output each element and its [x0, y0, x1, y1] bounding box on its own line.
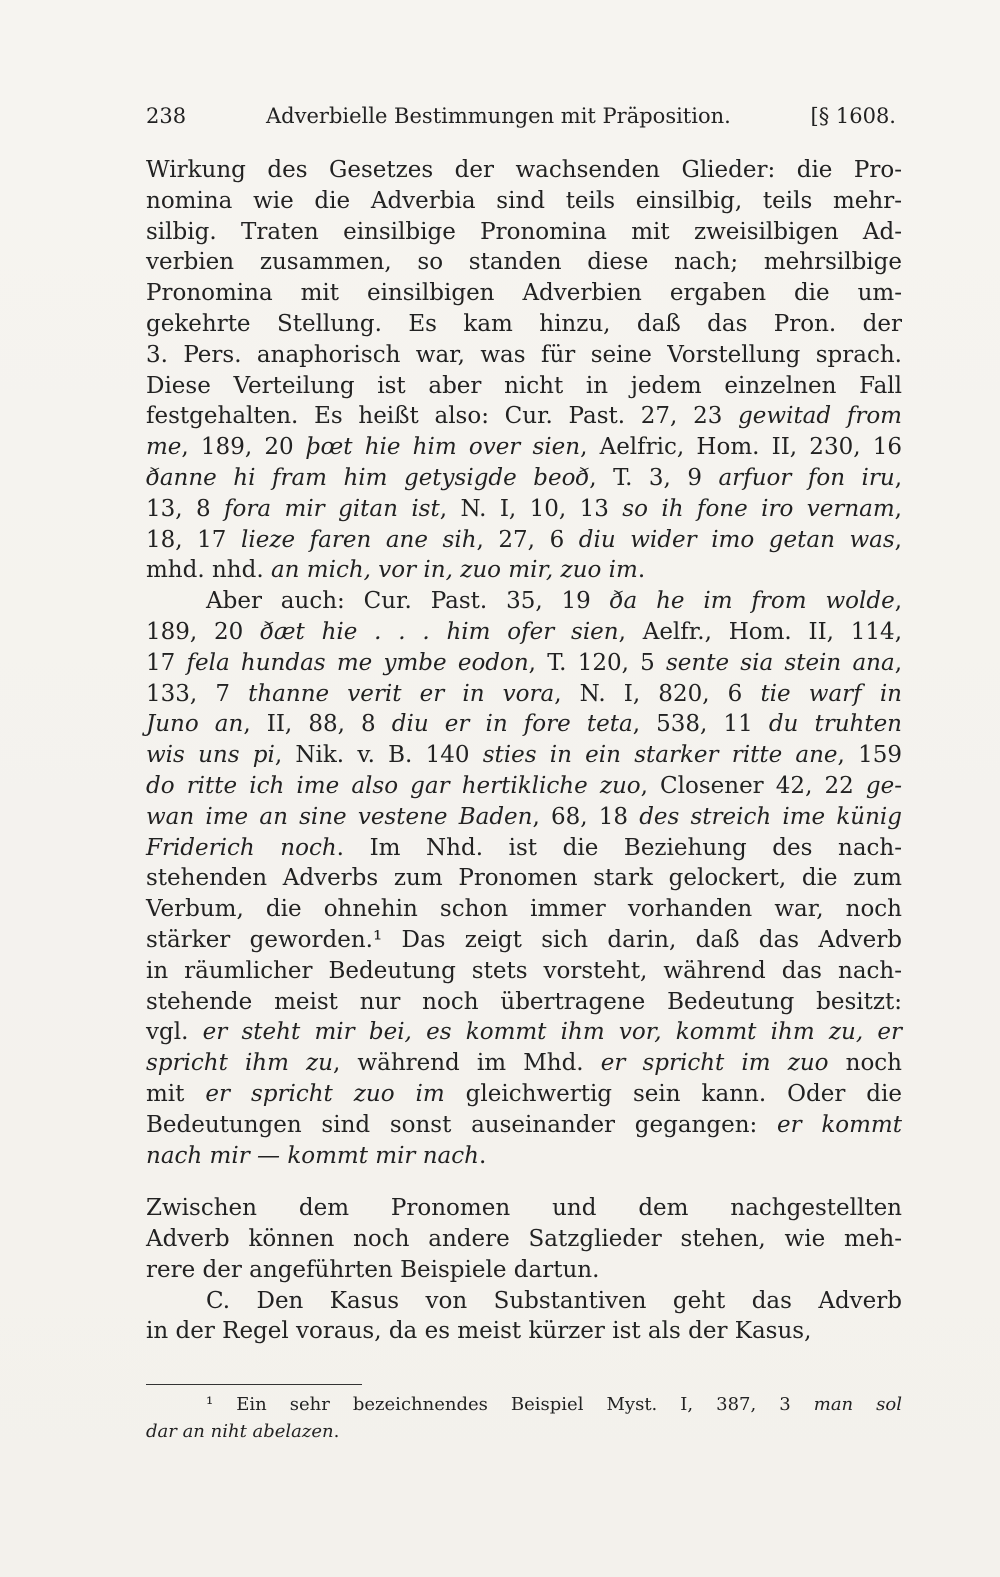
- text-line: [146, 463, 902, 494]
- text-line: [146, 709, 902, 740]
- example-citation: spricht ihm zu: [146, 1050, 333, 1077]
- text-run: 133, 7: [146, 680, 249, 707]
- text-run: verbien zusammen, so standen diese nach; mehrsilbige: [146, 249, 902, 276]
- example-citation: du truhten: [768, 711, 902, 738]
- example-citation: Juno an: [146, 711, 244, 738]
- text-run: , Aelfric, Hom. II, 230, 16: [580, 434, 902, 461]
- footnote-line: [146, 1391, 902, 1418]
- example-citation: des streich ime künig: [639, 803, 902, 830]
- example-citation: an mich, vor in, zuo mir, zuo im: [270, 557, 638, 584]
- text-line: [146, 1255, 902, 1286]
- text-line: [146, 679, 902, 710]
- text-line: [146, 1141, 902, 1172]
- text-run: Bedeutungen sind sonst auseinander gegangen:: [146, 1111, 777, 1138]
- example-citation: fora mir gitan ist: [224, 495, 440, 522]
- text-run: Zwischen dem Pronomen und dem nachgestellten: [146, 1195, 902, 1222]
- running-title: Adverbielle Bestimmungen mit Präposition.: [266, 104, 731, 128]
- section-number: [§ 1608.: [810, 104, 896, 128]
- example-citation: ðæt hie . . . him ofer sien: [260, 618, 619, 645]
- example-citation: wan ime an sine vestene Baden: [146, 803, 533, 830]
- text-line: [146, 186, 902, 217]
- text-run: ,: [894, 526, 902, 553]
- text-run: Wirkung des Gesetzes der wachsenden Glieder: die Pro-: [146, 157, 902, 183]
- example-citation: ðanne hi fram him getysigde beoð: [146, 464, 590, 491]
- paragraph-2: [146, 586, 902, 1171]
- text-line: [146, 555, 902, 586]
- text-run: 13, 8: [146, 495, 225, 522]
- text-run: stärker geworden.¹ Das zeigt sich darin, daß das Adverb: [146, 926, 902, 953]
- text-line: [146, 309, 902, 340]
- example-citation: do ritte ich ime also gar hertikliche zuo: [146, 772, 641, 799]
- text-run: 189, 20: [146, 618, 261, 645]
- running-header: [146, 98, 902, 134]
- text-run: 3. Pers. anaphorisch war, was für seine Vorstellung sprach.: [146, 341, 902, 368]
- text-line: [146, 1079, 902, 1110]
- text-run: in räumlicher Bedeutung stets vorsteht, während das nach-: [146, 957, 902, 984]
- text-run: Aber auch: Cur. Past. 35, 19: [206, 588, 610, 615]
- text-line: [146, 987, 902, 1018]
- text-run: , während im Mhd.: [332, 1050, 601, 1077]
- text-run: , N. I, 820, 6: [554, 680, 761, 707]
- text-run: . Im Nhd. ist die Beziehung des nach-: [336, 834, 903, 861]
- footnotes: [146, 1391, 902, 1445]
- example-citation: sente sia stein ana: [666, 649, 895, 676]
- example-citation: diu wider imo getan was: [578, 526, 895, 553]
- example-citation: Friderich noch: [146, 834, 337, 861]
- text-run: stehenden Adverbs zum Pronomen stark gelockert, die zum: [146, 865, 902, 892]
- text-run: C. Den Kasus von Substantiven geht das Adverb: [206, 1287, 902, 1314]
- example-citation: þœt hie him over sien: [305, 434, 581, 461]
- example-citation: sties in ein starker ritte ane: [482, 742, 838, 769]
- text-line: [146, 155, 902, 186]
- text-run: gleichwertig sein kann. Oder die: [444, 1080, 902, 1107]
- text-run: nomina wie die Adverbia sind teils einsilbig, teils mehr-: [146, 187, 902, 214]
- example-citation: er spricht im zuo: [600, 1050, 829, 1077]
- text-run: gekehrte Stellung. Es kam hinzu, daß das Pron. der: [146, 310, 902, 337]
- text-run: , 68, 18: [532, 803, 640, 830]
- example-citation: nach mir — kommt mir nach: [146, 1142, 479, 1169]
- text-run: silbig. Traten einsilbige Pronomina mit zweisilbigen Ad-: [146, 218, 902, 245]
- text-line: [146, 1224, 902, 1255]
- footnote-line: [146, 1418, 902, 1445]
- example-citation: me: [146, 434, 182, 461]
- example-citation: tie warf in: [760, 680, 902, 707]
- text-line: [146, 925, 902, 956]
- text-run: 18, 17: [146, 526, 241, 553]
- text-run: , 538, 11: [632, 711, 769, 738]
- paragraph-4: [146, 1286, 902, 1348]
- text-run: mhd. nhd.: [146, 557, 271, 584]
- text-line: [146, 340, 902, 371]
- text-line: [146, 956, 902, 987]
- text-line: [146, 432, 902, 463]
- example-citation: er steht mir bei, es kommt ihm vor, kommt ihm zu, er: [202, 1019, 902, 1046]
- text-run: 17: [146, 649, 187, 676]
- text-run: stehende meist nur noch übertragene Bedeutung besitzt:: [146, 988, 902, 1015]
- example-citation: er kommt: [777, 1111, 902, 1138]
- text-line: [146, 1017, 902, 1048]
- text-run: vgl.: [146, 1019, 203, 1046]
- footnote-rule: [146, 1384, 362, 1385]
- text-line: [146, 217, 902, 248]
- text-line: [146, 1286, 902, 1317]
- text-run: noch: [828, 1050, 902, 1077]
- text-line: [146, 1193, 902, 1224]
- text-run: , Closener 42, 22: [640, 772, 866, 799]
- text-run: , II, 88, 8: [243, 711, 392, 738]
- example-citation: ða he im from wolde: [609, 588, 895, 615]
- text-line: [146, 833, 902, 864]
- text-line: [146, 863, 902, 894]
- text-run: Verbum, die ohnehin schon immer vorhanden war, noch: [146, 896, 902, 923]
- text-run: .: [637, 557, 646, 584]
- text-line: [146, 247, 902, 278]
- text-line: [146, 278, 902, 309]
- text-run: , 189, 20: [181, 434, 306, 461]
- example-citation: arfuor fon iru: [718, 464, 895, 491]
- page-number: 238: [146, 104, 187, 128]
- example-citation: thanne verit er in vora: [248, 680, 555, 707]
- text-line: [146, 740, 902, 771]
- text-line: [146, 802, 902, 833]
- example-citation: ge-: [865, 772, 902, 799]
- text-run: , 27, 6: [476, 526, 579, 553]
- text-run: , Aelfr., Hom. II, 114,: [618, 618, 902, 645]
- example-citation: fela hundas me ymbe eodon: [186, 649, 529, 676]
- text-run: , 159: [837, 742, 902, 769]
- text-line: [146, 617, 902, 648]
- text-line: [146, 648, 902, 679]
- example-citation: er spricht zuo im: [205, 1080, 445, 1107]
- text-line: [146, 1110, 902, 1141]
- text-line: [146, 894, 902, 925]
- text-line: [146, 401, 902, 432]
- text-run: rere der angeführten Beispiele dartun.: [146, 1256, 600, 1283]
- text-run: ,: [894, 495, 902, 522]
- text-line: [146, 525, 902, 556]
- text-run: , N. I, 10, 13: [439, 495, 623, 522]
- example-citation: wis uns pi: [146, 742, 275, 769]
- example-citation: diu er in fore teta: [391, 711, 633, 738]
- text-run: ,: [894, 588, 902, 615]
- text-line: [146, 371, 902, 402]
- text-line: [146, 771, 902, 802]
- text-run: , T. 120, 5: [528, 649, 666, 676]
- text-run: , T. 3, 9: [589, 464, 719, 491]
- text-run: festgehalten. Es heißt also: Cur. Past. 27, 23: [146, 403, 739, 430]
- text-line: [146, 1048, 902, 1079]
- paragraph-gap: [146, 1171, 902, 1193]
- example-citation: gewitad from: [738, 403, 902, 430]
- text-line: [146, 586, 902, 617]
- text-line: [146, 1316, 902, 1347]
- text-run: mit: [146, 1080, 206, 1107]
- footnote-text: .: [333, 1421, 340, 1442]
- text-run: Diese Verteilung ist aber nicht in jedem einzelnen Fall: [146, 372, 902, 399]
- text-line: [146, 494, 902, 525]
- footnote-citation: dar an niht abelazen: [146, 1421, 334, 1442]
- paragraph-3: [146, 1171, 902, 1285]
- text-run: .: [478, 1142, 487, 1169]
- paragraph-1: [146, 155, 902, 586]
- footnote-citation: man sol: [813, 1394, 902, 1415]
- text-run: Pronomina mit einsilbigen Adverbien ergaben die um-: [146, 280, 902, 307]
- text-run: Adverb können noch andere Satzglieder stehen, wie meh-: [146, 1226, 902, 1253]
- example-citation: lieze faren ane sih: [241, 526, 477, 553]
- text-run: ,: [894, 464, 902, 491]
- footnote-text: ¹ Ein sehr bezeichnendes Beispiel Myst. I, 387, 3: [206, 1394, 814, 1415]
- example-citation: so ih fone iro vernam: [622, 495, 895, 522]
- body-text: [146, 155, 902, 1347]
- text-run: , Nik. v. B. 140: [274, 742, 483, 769]
- text-run: in der Regel voraus, da es meist kürzer ist als der Kasus,: [146, 1318, 812, 1345]
- text-run: ,: [894, 649, 903, 676]
